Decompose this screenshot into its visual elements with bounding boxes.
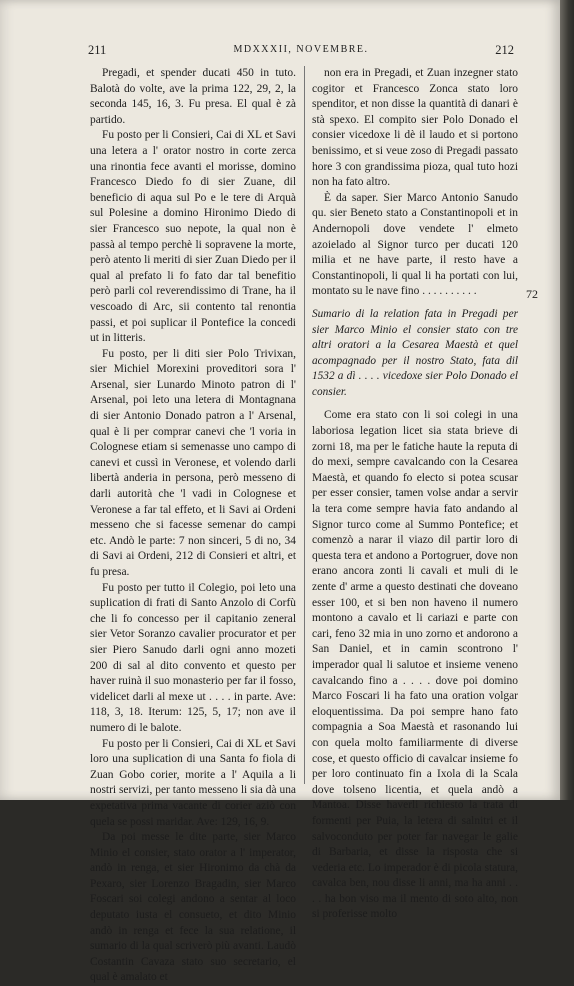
right-column <box>312 66 518 923</box>
paragraph: Fu posto per li Consieri, Cai di XL et Savi loro una suplication di una Santa fo fiola di Zuan Gobo corier, morite a l' Aquila a li nostri servizi, per tanto messeno li sia dà una expetativa prima vacante di corier aziò con quela se possi maridar. Ave: 129, 16, 9. <box>90 737 296 828</box>
section-summary-heading: Sumario di la relation fata in Pregadi per sier Marco Minio el consier stato con tre altri oratori a la Cesarea Maestà et quel acompagnado per il nostro Stato, fata dil 1532 a dì . . . . vicedoxe sier Polo Donado el consier. <box>312 307 518 398</box>
running-title: MDXXXII, NOVEMBRE. <box>233 44 369 55</box>
paragraph: Da poi messe le dite parte, sier Marco Minio el consier, stato orator a l' imperator, andò in renga, et sier Hironimo da chà da Pexaro, sier Lorenzo Bragadin, sier Marco Foscari soi colegi andono a sentar al loco deputato iusta el consueto, et dito Minio andò in renga et fece la sua relatione, il sumario di la qual scriverò più avanti. Laudò Costantin Cavaza stato suo secretario, el qual è amalato et <box>90 831 296 984</box>
paragraph: Fu posto per tutto il Colegio, poi leto una suplication di frati di Santo Anzolo di Corfù che li fo concesso per il capitanio zeneral sier Vetor Soranzo cavalier procurator et per sier Piero Sanudo darli ogni anno mozeti 200 di sal al dito convento et questo per haver ruinà il suo monasterio per far il fosso, videlicet darli al mexe ut . . . . in parte. Ave: 118, 3, 18. Iterum: 125, 5, 17; non ave il numero di le balote. <box>90 581 296 734</box>
page-number-left: 211 <box>88 43 107 57</box>
book-edge-shadow <box>560 0 574 800</box>
paragraph: Fu posto per li Consieri, Cai di XL et Savi una letera a l' orator nostro in corte zerca una rinontia fece avanti el morisse, domino Francesco Diedo fo di sier Zuane, dil beneficio di aqua sul Po e le tere di Arquà sul Polesine a domino Hironimo Diedo di sier Francesco suo nepote, la qual non è passà al tempo perchè li sopravene la morte, però atento li meriti di sier Zuan Diedo per il qual al prefato li fo fato dar tal benefitio però parli col reverendissimo di Trane, ha il vescoado di Arc, sii contento tal renontia passi, et poi suplicar il Pontefice la concedi ut in litteris. <box>90 129 296 345</box>
paragraph: Pregadi, et spender ducati 450 in tuto. Balotà do volte, ave la prima 122, 29, 2, la seconda 145, 16, 3. Fu presa. El qual è zà partido. <box>90 67 296 126</box>
paragraph: non era in Pregadi, et Zuan inzegner stato cogitor et Francesco Zonca stato loro spenditor, et non disse la quantità di danari è stà spexo. El compito sier Polo Donado el consier vicedoxe li dè il laudo et si portono benissimo, et si veue zoso di Pregadi passato hore 3 con grandissima pioza, qual tuto hozi non ha fato altro. <box>312 67 518 189</box>
paragraph: Come era stato con li soi colegi in una laboriosa legation licet sia stata brieve di zorni 18, ma per le fatiche haute la reputa di do mexi, sempre cavalcando con la Cesarea Maestà, et quando fo electo si potea scusar per esser consier, tamen volse andar a servir la tera come sempre havia fato andando al Signor turco come al Summo Pontefice; et comenzò a narar il viazo dil partir loro di questa tera et andono a Portogruer, dove non erano ancora zonti li cavali et muli di le zente d' arme a questo destinati che doveano esser 100, et si ben non haveno il numero montono a cavalo et li cariazi e parte con cari, feno 32 mia in uno zorno et andorono a San Daniel, et in camin scontrono l' imperador qual li salutoe et insieme veneno cavalcando fino a . . . . dove poi domino Marco Foscari li ha fato una oration volgar eloquentissima. Da poi sempre hano fato compagnia a Soa Maestà et rasonando lui con quela molto familiarmente di diverse cose, et questo officio di cavalcar insieme fo per loro continuato fin a Ixola di la Scala dove tolseno licentia, et quela andò a Mantoa. Disse haverli richiesto la trata di formenti per Puia, la letera di salnitri et il salvoconduto per poter far navegar le galie di Barbaria, et disse la risposta che si vederia etc. Lo imperador è di picola statura, cavalca ben, nou disse li anni, ma ha anni . . . . ha bon viso ma il mento di soto alto, non si proferisse molto <box>312 409 518 921</box>
left-column <box>90 66 296 986</box>
page-number-right: 212 <box>495 43 514 57</box>
paragraph: Fu posto, per li diti sier Polo Trivixan, sier Michiel Morexini proveditori sora l' Arsenal, sier Lunardo Minoto patron di l' Arsenal, poi leto una letera di Montagnana di sier Antonio Donado patron a l' Arsenal, qual è li per comprar canevi che 'l voria in Colognese etiam si semenasse uno campo di canevi et cussì in Veronese, et volendo darli libertà anderia in persona, però messeno di darli autorità che 'l vadi in Colognese et Veronese a far tal effeto, et li Savi ai Ordeni messeno che si facesse semenar do campi etc. Andò le parte: 7 non sinceri, 5 di no, 34 di Savi ai Ordeni, 212 di Consieri et altri, et fu presa. <box>90 347 296 578</box>
paragraph: È da saper. Sier Marco Antonio Sanudo qu. sier Beneto stato a Constantinopoli et in Andernopoli dove vendete l' elmeto azoielado al Signor turco per ducati 120 milia et ne have parte, il resto have a Constantinopoli, li qual li ha portati con lui, montato su le nave fino . . . . . . . . . . <box>312 191 518 298</box>
column-divider <box>304 66 305 784</box>
margin-number: 72 <box>526 287 538 301</box>
running-header <box>88 43 514 59</box>
